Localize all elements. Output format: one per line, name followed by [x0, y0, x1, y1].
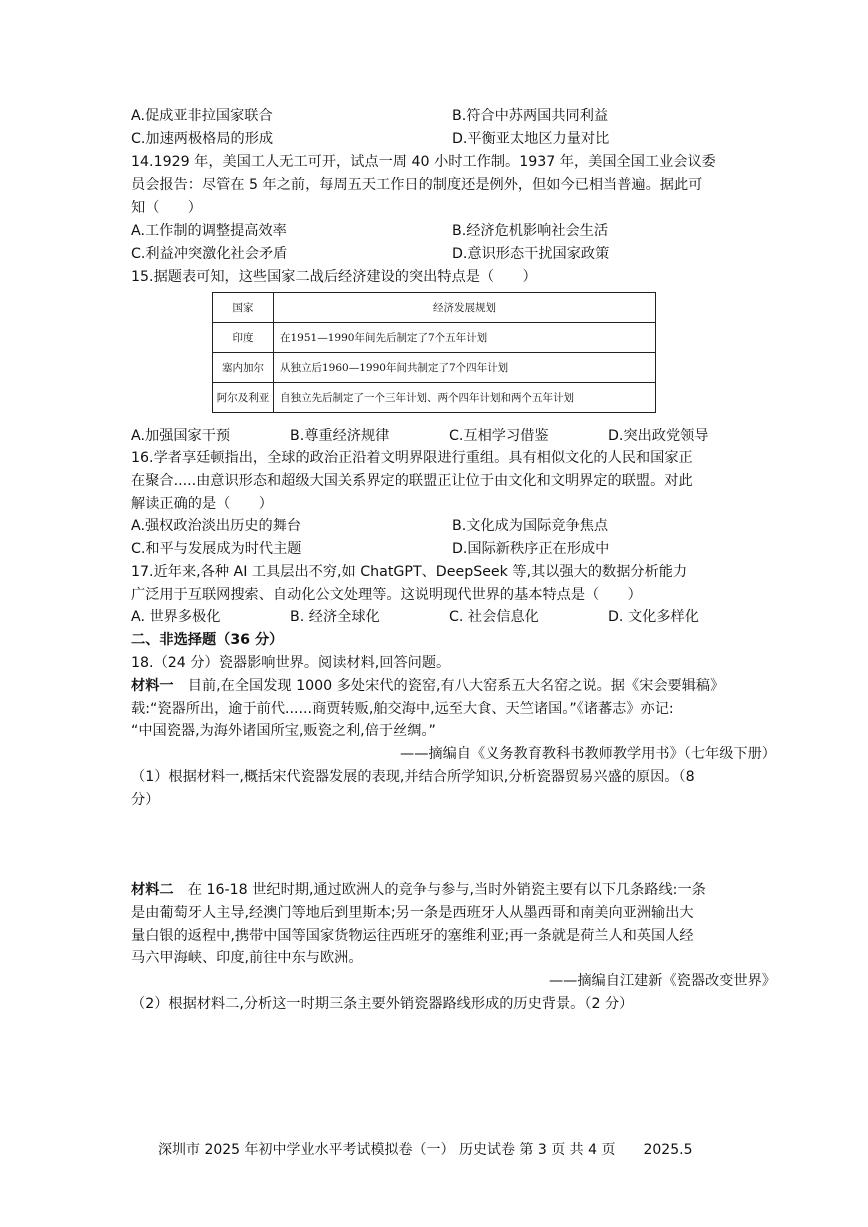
q14-stem-line1: 14.1929 年，美国工人无工可开，试点一周 40 小时工作制。1937 年，美国全国工业会议委: [131, 154, 716, 170]
q14-option-b: B.经济危机影响社会生活: [452, 223, 609, 239]
table-header-plan: 经济发展规划: [274, 293, 656, 323]
q17-option-b: B. 经济全球化: [290, 609, 380, 625]
table-cell-country: 印度: [213, 323, 274, 353]
material2-line4: 马六甲海峡、印度,前往中东与欧洲。: [131, 950, 363, 966]
table-cell-country: 阿尔及利亚: [213, 383, 274, 413]
table-row: [213, 353, 656, 383]
table-row: [213, 323, 656, 353]
q17-option-a: A. 世界多极化: [131, 609, 221, 625]
q14-option-c: C.利益冲突激化社会矛盾: [131, 246, 288, 262]
material2-source: ——摘编自江建新《瓷器改变世界》: [548, 973, 776, 989]
table-cell-plan: 自独立先后制定了一个三年计划、两个四年计划和两个五年计划: [274, 383, 656, 413]
material2-line3: 量白银的返程中,携带中国等国家货物运往西班牙的塞维利亚;再一条就是荷兰人和英国人经: [131, 928, 694, 944]
q17-option-d: D. 文化多样化: [608, 609, 699, 625]
q14-stem-line2: 员会报告：尽管在 5 年之前，每周五天工作日的制度还是例外，但如今已相当普遍。据此可: [131, 177, 703, 193]
q13-option-b: B.符合中苏两国共同利益: [452, 108, 609, 124]
table-cell-plan: 在1951—1990年间先后制定了7个五年计划: [274, 323, 656, 353]
page-footer: 深圳市 2025 年初中学业水平考试模拟卷（一） 历史试卷 第 3 页 共 4 页 2025.5: [158, 1142, 693, 1158]
material2-label: 材料二: [131, 882, 174, 898]
material1-label: 材料一: [131, 678, 174, 694]
q16-option-a: A.强权政治淡出历史的舞台: [131, 518, 302, 534]
table-row: [213, 383, 656, 413]
q13-option-c: C.加速两极格局的形成: [131, 131, 274, 147]
sub-question-1-line2: 分）: [131, 792, 160, 808]
q15-stem: 15.据题表可知，这些国家二战后经济建设的突出特点是（ ）: [131, 269, 537, 285]
q14-option-d: D.意识形态干扰国家政策: [452, 246, 610, 262]
q17-option-c: C. 社会信息化: [449, 609, 539, 625]
q15-table: [212, 292, 656, 413]
q17-stem-line2: 广泛用于互联网搜索、自动化公文处理等。这说明现代世界的基本特点是（ ）: [131, 587, 642, 603]
material1-line2: 载:“瓷器所出，逾于前代......商贾转贩,舶交海中,远至大食、天竺诸国。”《诸蕃志》亦记:: [131, 701, 674, 717]
q18-stem: 18.（24 分）瓷器影响世界。阅读材料,回答问题。: [131, 655, 451, 671]
material1-text: 目前,在全国发现 1000 多处宋代的瓷窑,有八大窑系五大名窑之说。据《宋会要辑稿》: [173, 678, 725, 694]
q15-option-a: A.加强国家干预: [131, 428, 231, 444]
material1-line3: “中国瓷器,为海外诸国所宝,贩瓷之利,倍于丝绸。”: [131, 723, 436, 739]
material2-text: 在 16-18 世纪时期,通过欧洲人的竞争与参与,当时外销瓷主要有以下几条路线:一条: [173, 882, 706, 898]
q13-option-d: D.平衡亚太地区力量对比: [452, 131, 610, 147]
table-header-row: [213, 293, 656, 323]
section-title: 二、非选择题（36 分）: [131, 632, 284, 648]
q17-stem-line1: 17.近年来,各种 AI 工具层出不穷,如 ChatGPT、DeepSeek 等,其以强大的数据分析能力: [131, 564, 688, 580]
q16-option-c: C.和平与发展成为时代主题: [131, 541, 302, 557]
q16-option-d: D.国际新秩序正在形成中: [452, 541, 610, 557]
material2-line1: [131, 880, 706, 900]
q16-stem-line1: 16.学者享廷顿指出，全球的政治正沿着文明界限进行重组。具有相似文化的人民和国家正: [131, 450, 693, 466]
q16-stem-line3: 解读正确的是（ ）: [131, 496, 273, 512]
table-cell-country: 塞内加尔: [213, 353, 274, 383]
q13-option-a: A.促成亚非拉国家联合: [131, 108, 273, 124]
sub-question-2: （2）根据材料二,分析这一时期三条主要外销瓷器路线形成的历史背景。（2 分）: [131, 996, 634, 1012]
q16-option-b: B.文化成为国际竞争焦点: [452, 518, 609, 534]
table-header-country: 国家: [213, 293, 274, 323]
material1-source: ——摘编自《义务教育教科书教师教学用书》（七年级下册）: [400, 746, 776, 762]
table-cell-plan: 从独立后1960—1990年间共制定了7个四年计划: [274, 353, 656, 383]
material1-line1: [131, 676, 724, 696]
q15-option-d: D.突出政党领导: [608, 428, 709, 444]
q16-stem-line2: 在聚合.....由意识形态和超级大国关系界定的联盟正让位于由文化和文明界定的联盟。对此: [131, 473, 693, 489]
q15-option-b: B.尊重经济规律: [290, 428, 390, 444]
material2-line2: 是由葡萄牙人主导,经澳门等地后到里斯本;另一条是西班牙人从墨西哥和南美向亚洲输出大: [131, 905, 694, 921]
q15-option-c: C.互相学习借鉴: [449, 428, 549, 444]
sub-question-1-line1: （1）根据材料一,概括宋代瓷器发展的表现,并结合所学知识,分析瓷器贸易兴盛的原因。（8: [131, 769, 695, 785]
q14-option-a: A.工作制的调整提高效率: [131, 223, 287, 239]
q14-stem-line3: 知（ ）: [131, 200, 202, 216]
